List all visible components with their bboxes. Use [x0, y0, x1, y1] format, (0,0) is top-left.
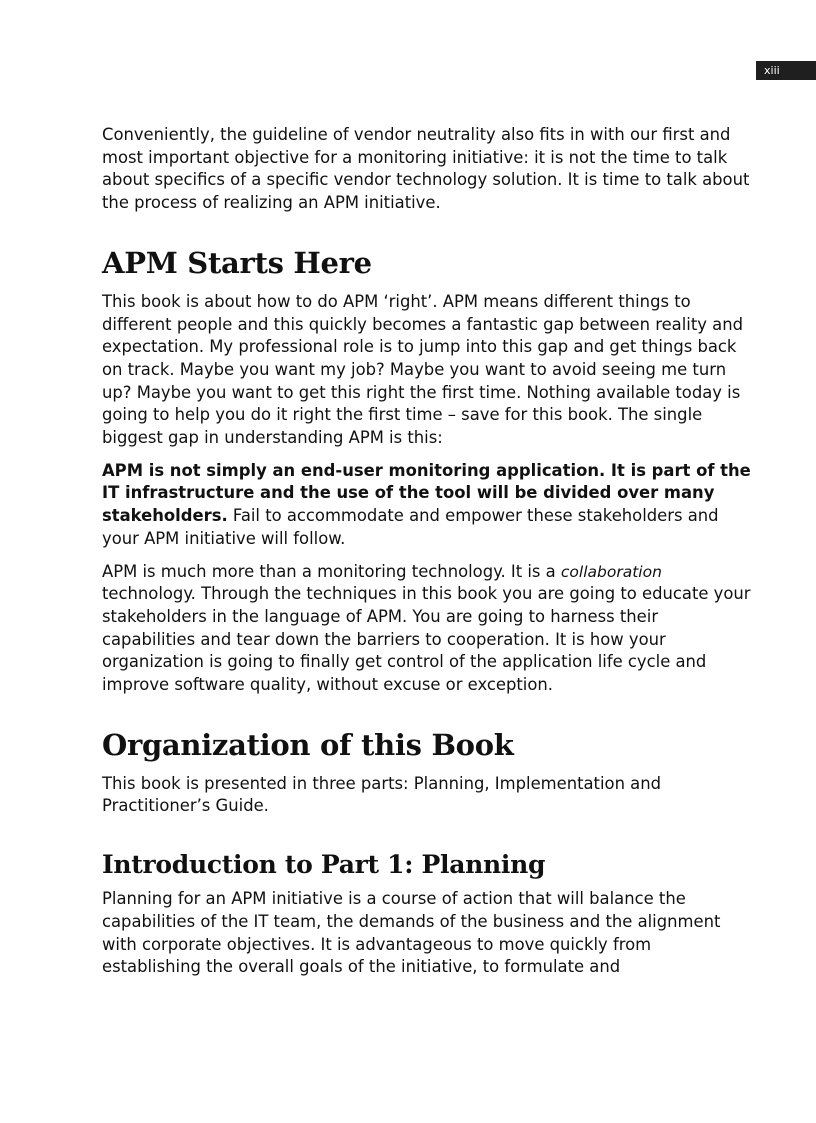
- organization-paragraph: This book is presented in three parts: Planning, Implementation and Practitioner’s Guide.: [102, 773, 662, 816]
- apm-paragraph-3-italic: collaboration: [560, 562, 662, 581]
- part1-paragraph: Planning for an APM initiative is a course of action that will balance the capabilities of the IT team, the demands of the business and the alignment with corporate objectives. It is advantageous to move quickly from establishing the overall goals of the initiative, to formulate and: [102, 889, 721, 977]
- apm-paragraph-3-start: APM is much more than a monitoring technology. It is a: [102, 561, 561, 581]
- intro-paragraph: Conveniently, the guideline of vendor neutrality also fits in with our first and most important objective for a monitoring initiative: it is not the time to talk about specifics of a specific vendor technology solution. It is time to talk about the process of realizing an APM initiative.: [102, 125, 750, 213]
- apm-paragraph-3: [102, 561, 752, 697]
- subsection-heading-part1: Introduction to Part 1: Planning: [102, 850, 546, 880]
- apm-paragraph-3-rest: technology. Through the techniques in this book you are going to educate your stakeholders in the language of APM. You are going to harness their capabilities and tear down the barriers to cooperation. It is how your organization is going to finally get control of the application life cycle and improve software quality, without excuse or exception.: [102, 584, 751, 695]
- section-heading-organization: Organization of this Book: [102, 727, 514, 762]
- page-number: xiii: [756, 61, 816, 80]
- apm-paragraph-2-bold: APM is not simply an end-user monitoring application. It is part of the IT infrastructure and the use of the tool will be divided over many stakeholders.: [102, 460, 751, 526]
- apm-paragraph-1: This book is about how to do APM ‘right’. APM means different things to different people and this quickly becomes a fantastic gap between reality and expectation. My professional role is to jump into this gap and get things back on track. Maybe you want my job? Maybe you want to avoid seeing me turn up? Maybe you want to get this right the first time. Nothing available today is going to help you do it right the first time – save for this book. The single biggest gap in understanding APM is this:: [102, 291, 744, 448]
- apm-paragraph-2-rest: Fail to accommodate and empower these stakeholders and your APM initiative will follow.: [102, 506, 719, 548]
- page-content: [102, 124, 752, 989]
- section-heading-apm-starts-here: APM Starts Here: [102, 245, 372, 280]
- apm-paragraph-2: [102, 460, 752, 551]
